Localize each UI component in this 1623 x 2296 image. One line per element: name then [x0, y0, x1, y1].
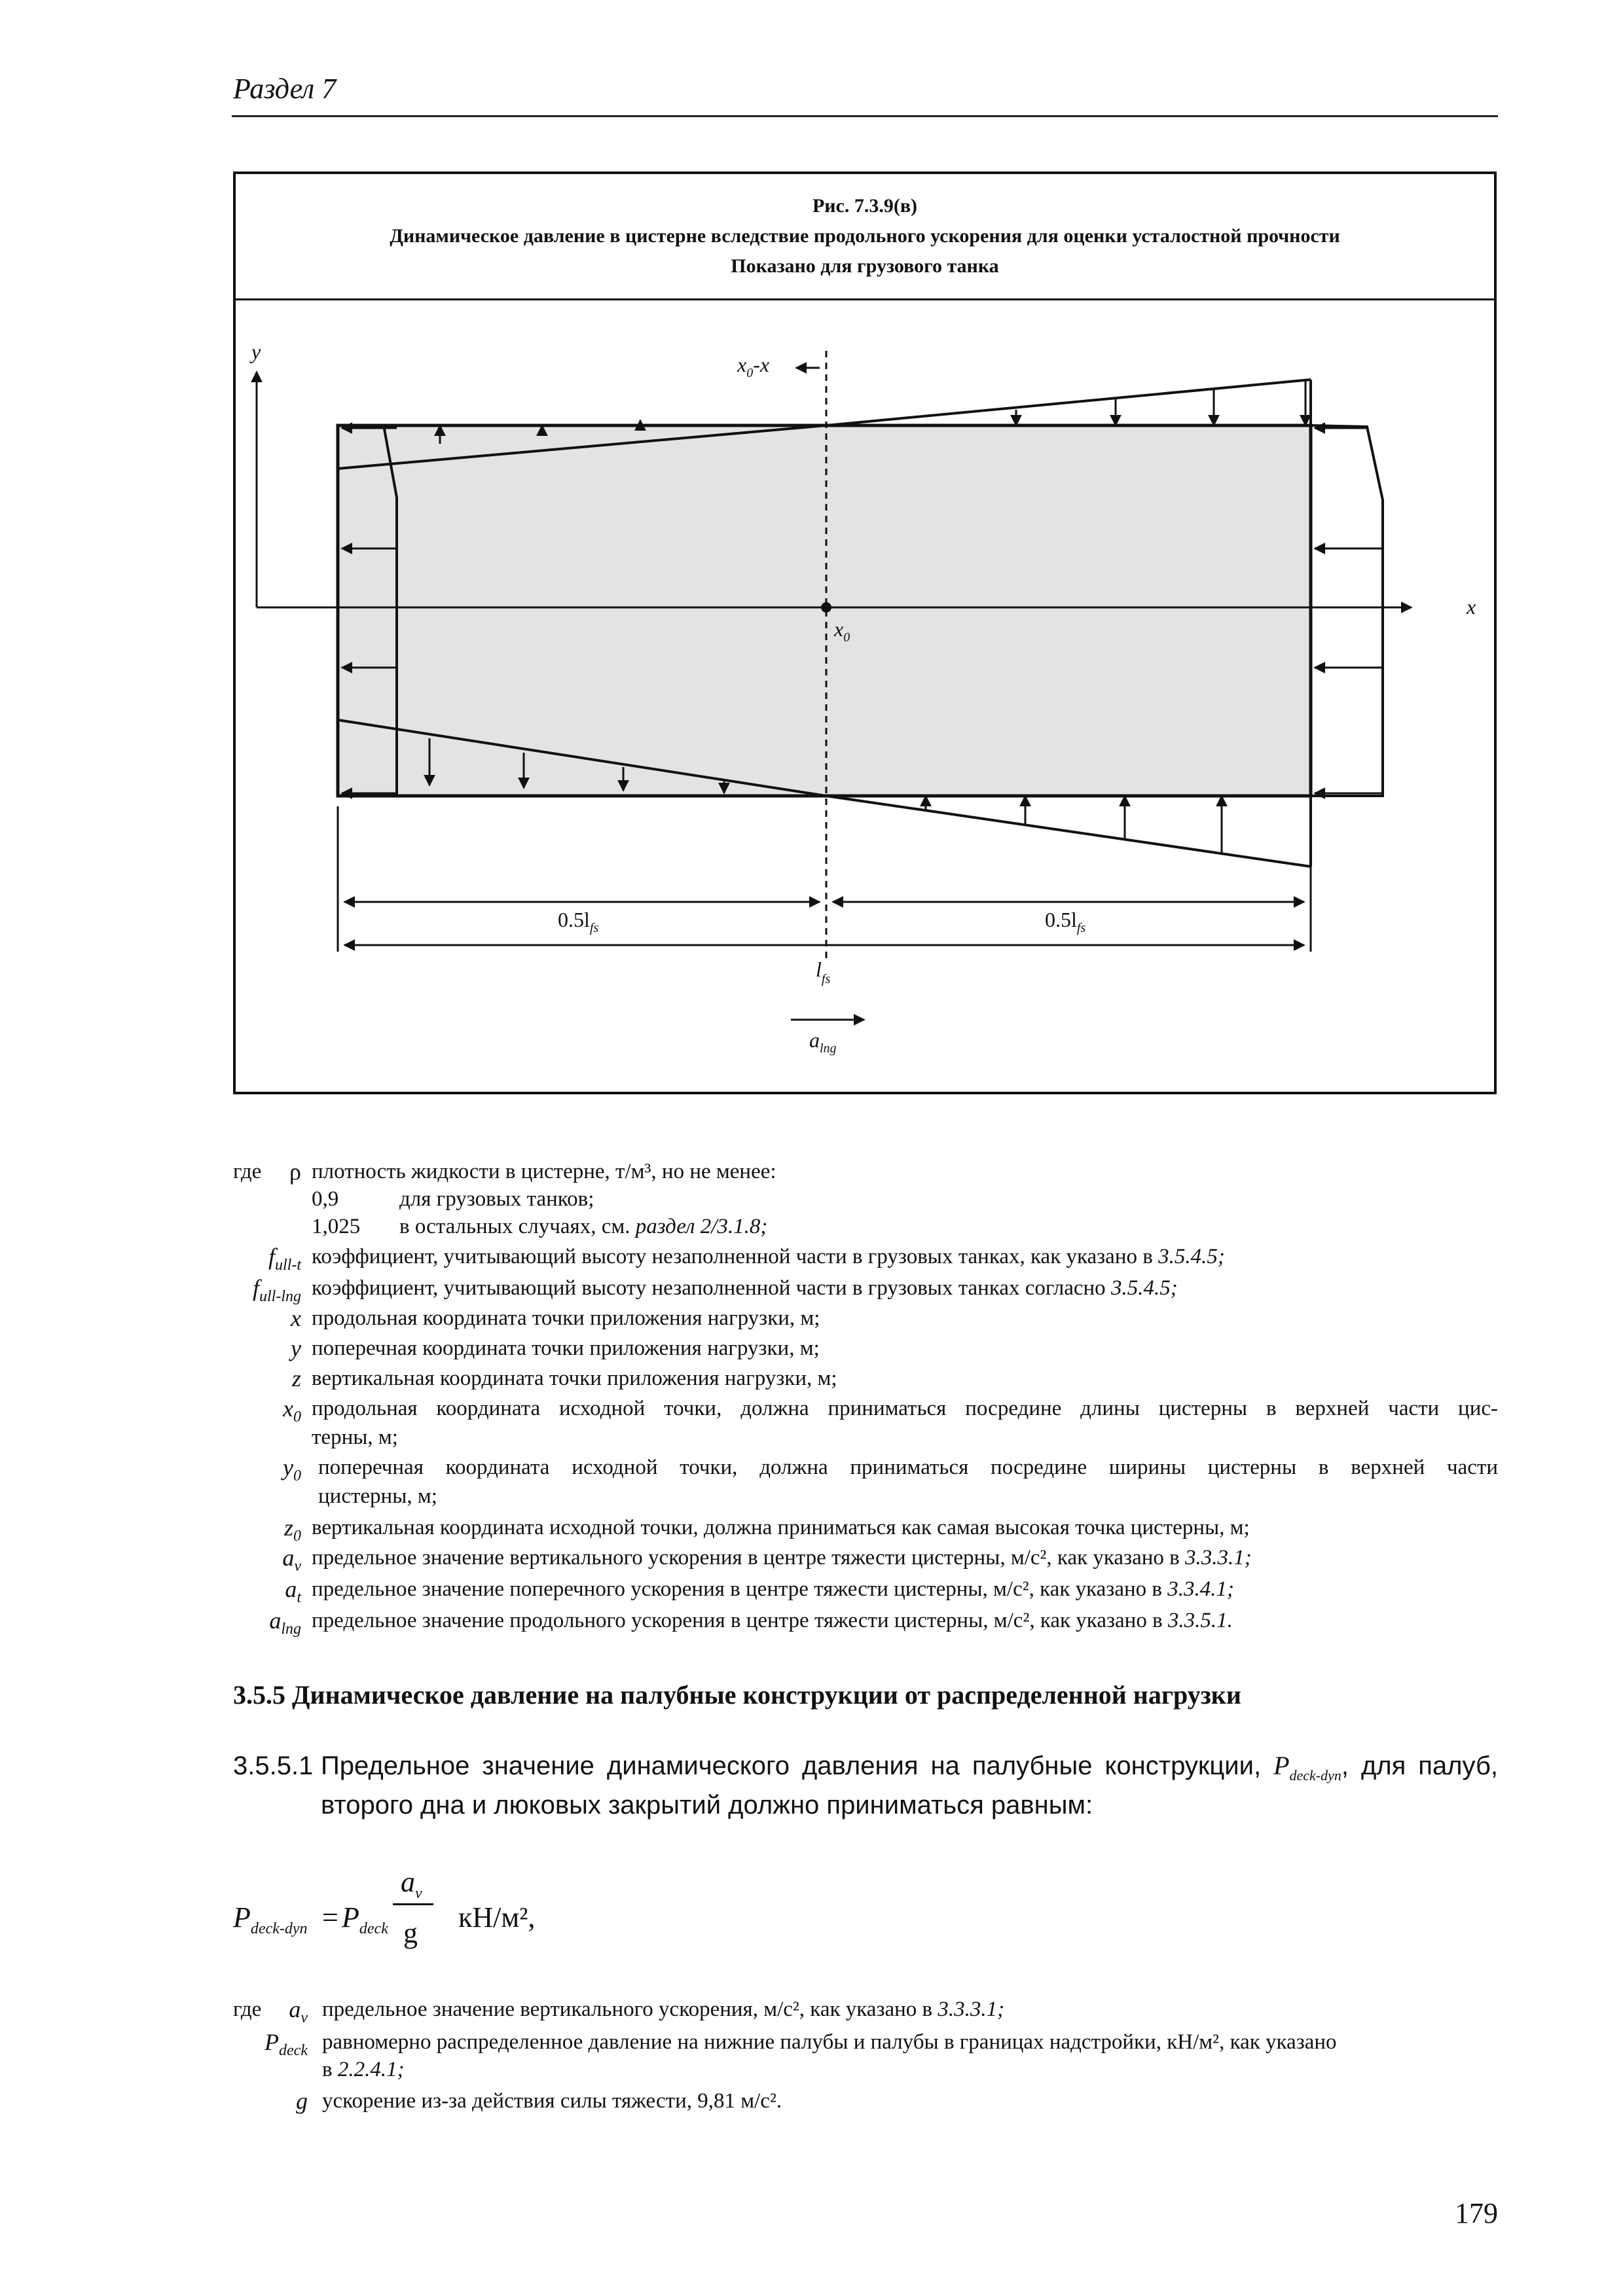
x0-minus-x-label: $x_0-x$ [737, 353, 770, 380]
def-text: поперечная координата исходной точки, должна приниматься посредине ширины цистерны в верхней части [318, 1456, 1498, 1479]
section-heading: 3.5.5 Динамическое давление на палубные конструкции от распределенной нагрузки [233, 1680, 1241, 1710]
def-text: коэффициент, учитывающий высоту незаполненной части в грузовых танках, как указано в [312, 1245, 1159, 1268]
page-number: 179 [1455, 2197, 1498, 2229]
def-text-continuation: терны, м; [312, 1426, 398, 1449]
def-symbol: $P_{deck}$ [264, 2029, 308, 2060]
formula-numerator: $a_v$ [401, 1866, 422, 1902]
def-symbol: $x_0$ [283, 1395, 301, 1426]
def-symbol: x [291, 1305, 301, 1331]
def-value: 0,9 [312, 1187, 339, 1211]
def-text-continuation: в [322, 2058, 338, 2081]
figure-number: Рис. 7.3.9(в) [812, 195, 918, 217]
def-text: продольная координата точки приложения нагрузки, м; [312, 1306, 820, 1330]
def-text: предельное значение вертикального ускорения, м/с², как указано в [322, 1998, 938, 2021]
def-text: продольная координата исходной точки, должна приниматься посредине длины цистерны в верхней части цис- [312, 1397, 1498, 1420]
formula-rhs: $P_{deck}$ [342, 1901, 388, 1937]
paragraph-line-1: Предельное значение динамического давления на палубные конструкции, $P_{deck-dyn}$, для палуб, [321, 1751, 1498, 1784]
def-reference: раздел 2/3.1.8; [635, 1215, 768, 1238]
x-axis-label: x [1467, 595, 1476, 619]
running-header: Раздел 7 [233, 73, 337, 105]
def-text: вертикальная координата исходной точки, должна приниматься как самая высокая точка цистерны, м; [312, 1516, 1250, 1539]
def-symbol: g [296, 2088, 308, 2114]
def-symbol: $z_0$ [283, 1515, 301, 1545]
def-text: равномерно распределенное давление на нижние палубы и палубы в границах надстройки, кН/м², как указано [322, 2030, 1337, 2054]
def-reference: 3.3.4.1; [1167, 1577, 1234, 1601]
origin-label: $x_0$ [834, 617, 850, 645]
def-reference: 2.2.4.1; [337, 2058, 405, 2081]
def-value: 1,025 [312, 1215, 361, 1238]
def-reference: 3.3.3.1; [938, 1998, 1005, 2021]
figure-subtitle: Показано для грузового танка [731, 255, 999, 277]
paragraph-line-2: второго дна и люковых закрытий должно приниматься равным: [321, 1791, 1093, 1820]
def-symbol: $f_{ull-lng}$ [252, 1275, 301, 1306]
y-axis-label: y [251, 340, 261, 363]
def-symbol: $a_v$ [289, 1996, 308, 2027]
def-reference: 3.3.5.1. [1167, 1609, 1233, 1632]
def-text: плотность жидкости в цистерне, т/м³, но не менее: [312, 1160, 776, 1183]
formula-denominator: g [403, 1917, 418, 1949]
def-text: предельное значение поперечного ускорения в центре тяжести цистерны, м/с², как указано в [312, 1577, 1168, 1601]
pressure-diagram [233, 296, 1497, 1094]
def-symbol: $a_v$ [282, 1545, 301, 1575]
paragraph-number: 3.5.5.1 [233, 1751, 314, 1780]
def-symbol: z [291, 1365, 301, 1391]
half-length-right-label: $0.5l_{fs}$ [1045, 908, 1086, 935]
def-text: коэффициент, учитывающий высоту незаполненной части в грузовых танках согласно [312, 1276, 1111, 1300]
full-length-label: $l_{fs}$ [816, 958, 831, 986]
dimension-lines [338, 806, 1311, 952]
def-symbol: $a_{lng}$ [269, 1607, 301, 1638]
def-text: предельное значение вертикального ускорения в центре тяжести цистерны, м/с², как указано в [312, 1546, 1185, 1570]
def-symbol: $a_t$ [285, 1576, 301, 1607]
def-reference: 3.3.3.1; [1185, 1546, 1252, 1570]
formula [233, 1846, 757, 1990]
definitions-where-label: где [233, 1160, 262, 1183]
def-text-continuation: цистерны, м; [318, 1484, 437, 1508]
def-symbol: $y_0$ [283, 1454, 301, 1485]
def-reference: 3.5.4.5; [1110, 1276, 1178, 1300]
half-length-left-label: $0.5l_{fs}$ [558, 908, 599, 935]
def-symbol: y [291, 1335, 301, 1361]
formula-unit: кН/м², [458, 1901, 536, 1933]
header-rule [232, 115, 1498, 117]
def-reference: 3.5.4.5; [1158, 1245, 1225, 1268]
formula-equals: = [322, 1901, 338, 1933]
def-symbol: ρ [289, 1158, 301, 1185]
acceleration-label: $a_{lng}$ [809, 1028, 837, 1056]
origin-point [821, 602, 831, 613]
def-text: вертикальная координата точки приложения нагрузки, м; [312, 1367, 837, 1390]
fraction-bar [393, 1903, 433, 1905]
paragraph-symbol: $P_{deck-dyn}$ [1273, 1751, 1341, 1784]
definitions-where-label: где [233, 1998, 262, 2021]
figure-title: Динамическое давление в цистерне вследствие продольного ускорения для оценки усталостной прочности [390, 225, 1340, 247]
def-text: ускорение из-за действия силы тяжести, 9,81 м/с². [322, 2089, 782, 2113]
formula-lhs: $P_{deck-dyn}$ [233, 1901, 308, 1937]
def-text: для грузовых танков; [399, 1187, 594, 1211]
def-text: в остальных случаях, см. [399, 1215, 636, 1238]
def-symbol: $f_{ull-t}$ [268, 1244, 301, 1274]
def-text: предельное значение продольного ускорения в центре тяжести цистерны, м/с², как указано в [312, 1609, 1168, 1632]
def-text: поперечная координата точки приложения нагрузки, м; [312, 1336, 820, 1360]
